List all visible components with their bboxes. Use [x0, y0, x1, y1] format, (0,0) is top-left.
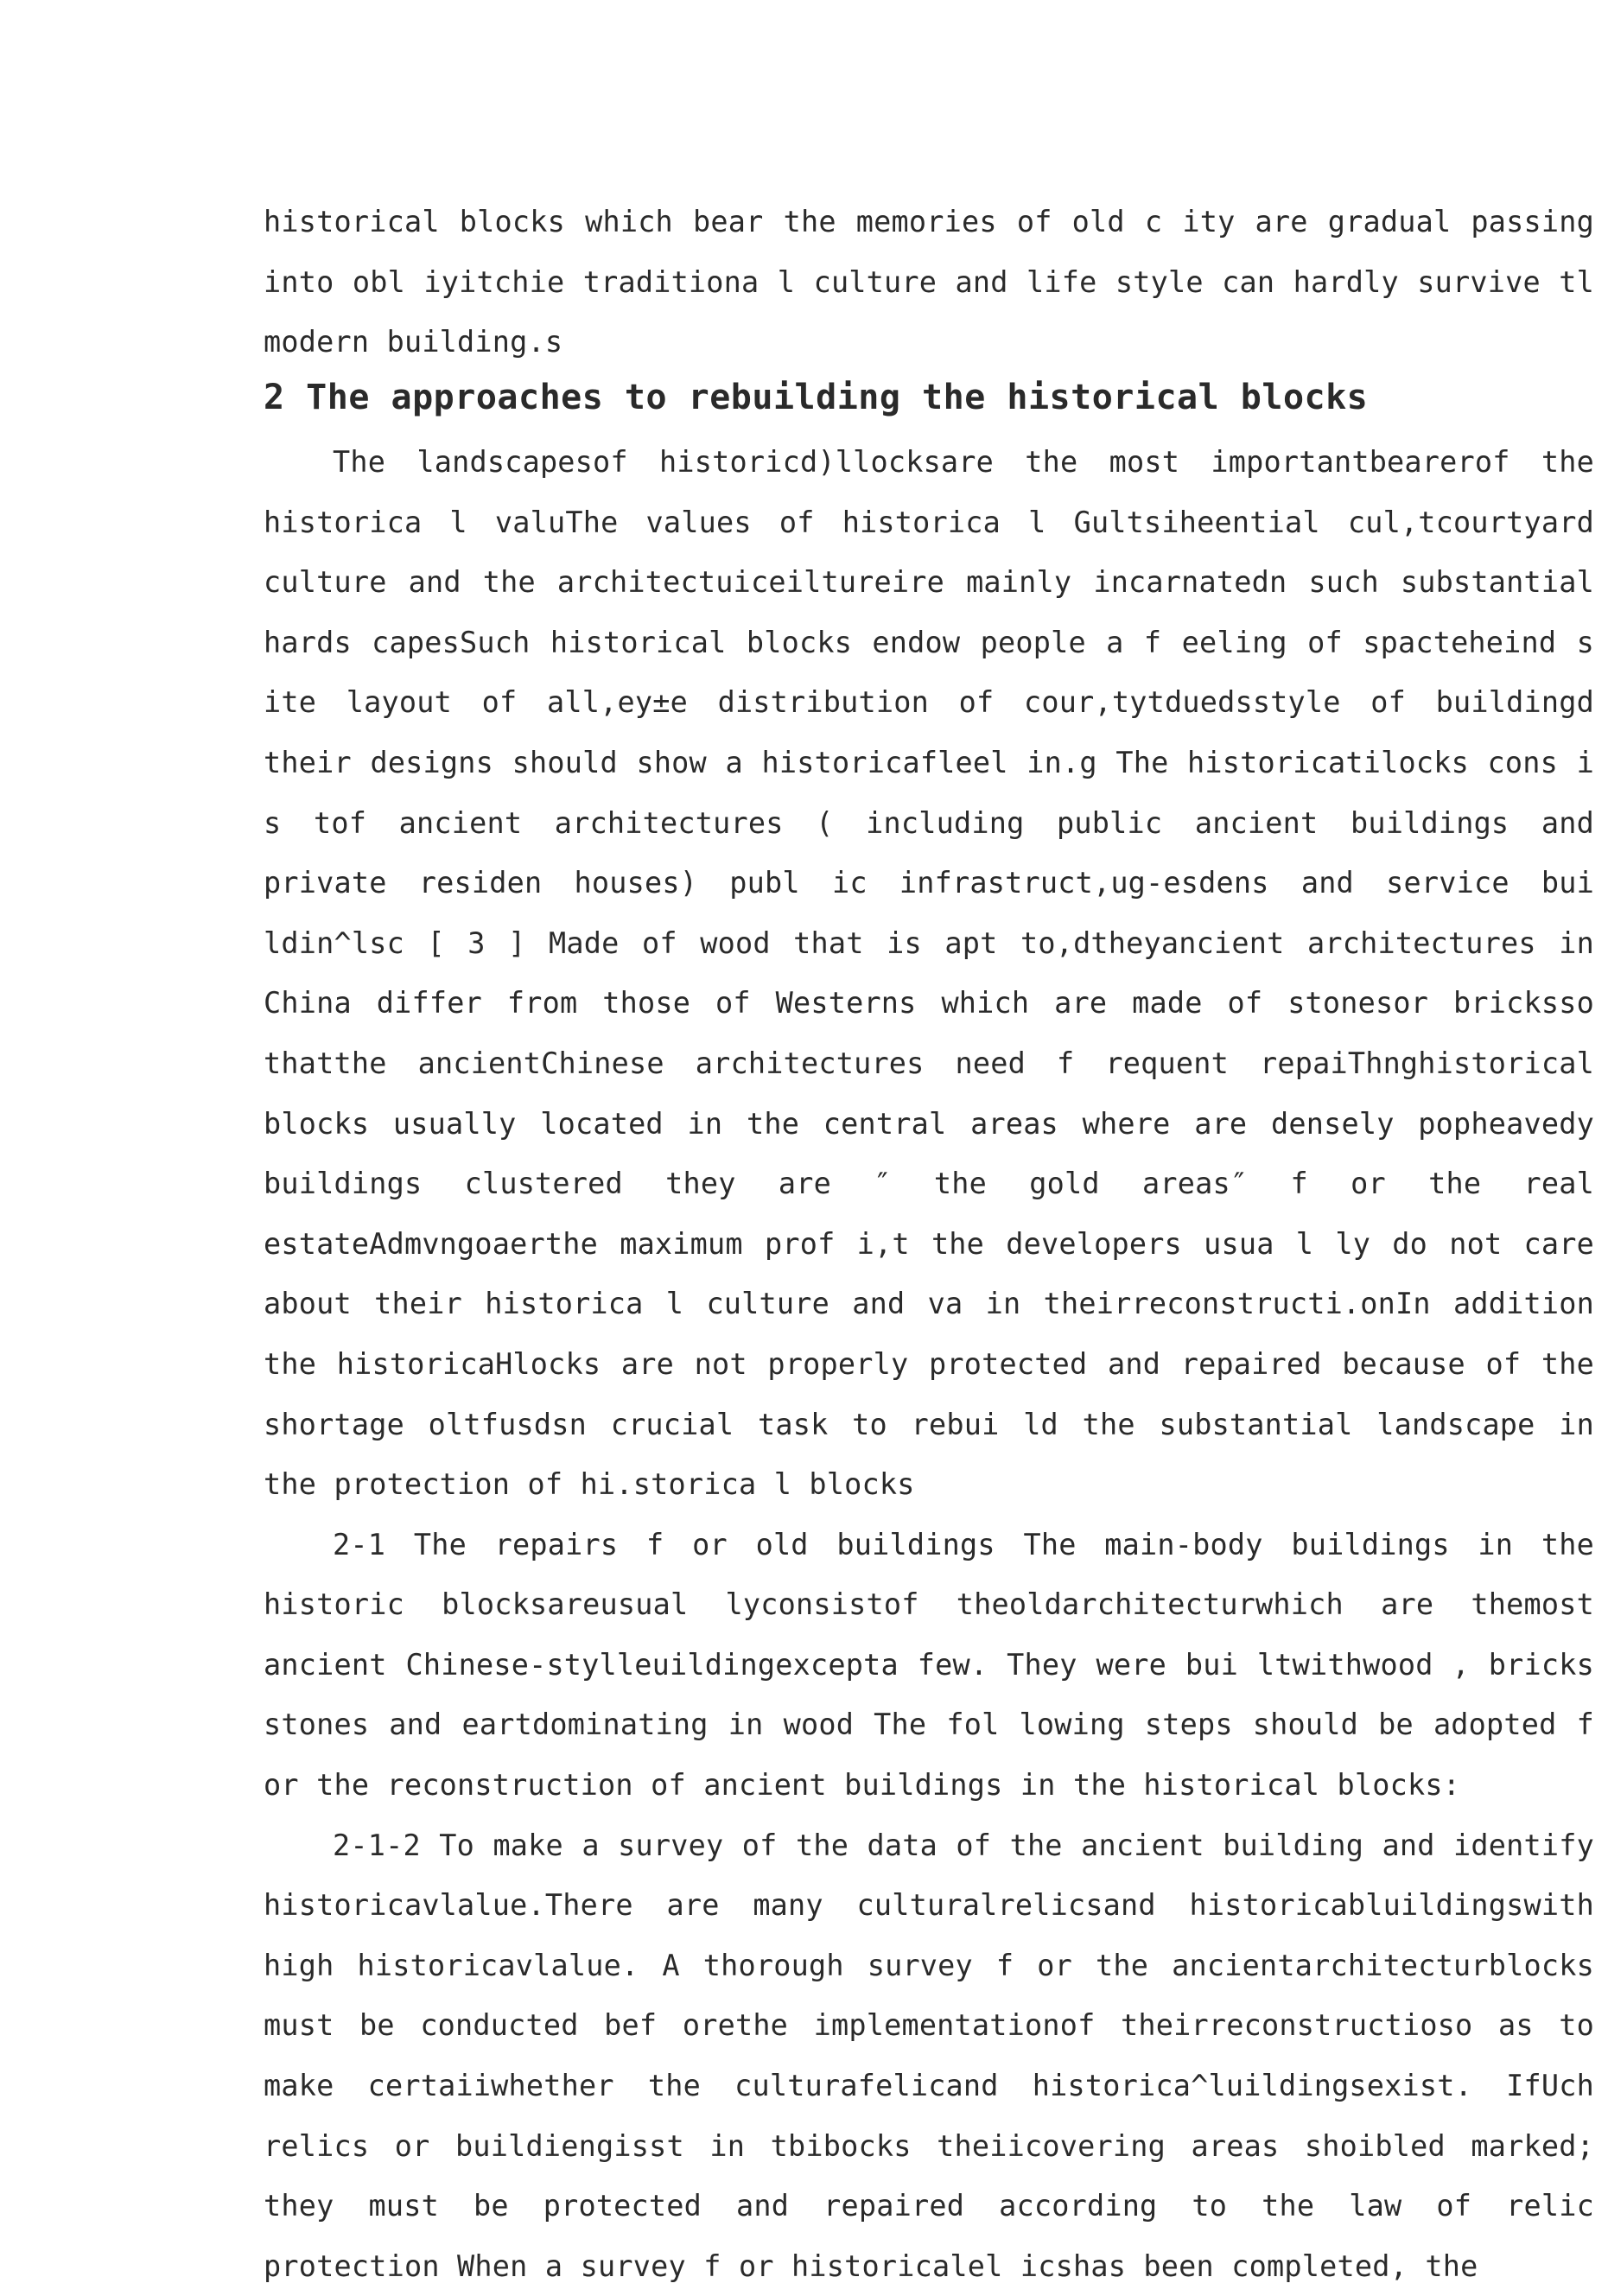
section-heading-block — [264, 372, 1594, 423]
section-heading: 2 The approaches to rebuilding the historical blocks — [264, 378, 1369, 417]
body-paragraph-repairs: 2-1 The repairs f or old buildings The main-body buildings in the historic blocksareusual lyconsistof theoldarchitecturwhich are themost ancient Chinese-stylleuildingexcepta few. They were bui ltwithwood , bricks stones and eartdominating in wood The fol lowing steps should be adopted f or the reconstruction of ancient buildings in the historical blocks: — [264, 1527, 1594, 1803]
body-paragraph-landscapes: The landscapesof historicd)llocksare the most importantbearerof the historica l valuThe values of historica l Gultsiheential cul,tcourtyard culture and the architectuiceiltureire mainly incarnatedn such substantial hards capesSuch historical blocks endow people a f eeling of spacteheind s ite layout of all,ey±e distribution of cour,tytduedsstyle of buildingd their designs should show a historicafleel in.g The historicatilocks cons i s tof ancient architectures ( including public ancient buildings and private residen houses) publ ic infrastruct,ug-esdens and service bui ldin^lsc [ 3 ] Made of wood that is apt to,dtheyancient architectures in China differ from those of Westerns which are made of stonesor bricksso thatthe ancientChinese architectures need f requent repaiThnghistorical blocks usually located in the central areas where are densely popheavedy buildings clustered they are ″ the gold areas″ f or the real estateAdmvngoaerthe maximum prof i,t the developers usua l ly do not care about their historica l culture and va in theirreconstructi.onIn addition the historicaHlocks are not properly protected and repaired because of the shortage oltfusdsn crucial task to rebui ld the substantial landscape in the protection of hi.storica l blocks — [264, 445, 1594, 1502]
intro-paragraph: historical blocks which bear the memories of old c ity are gradual passing into obl iyitchie traditiona l culture and life style can hardly survive tl modern building.s — [264, 205, 1594, 359]
intro-block — [264, 192, 1594, 372]
body-paragraph-survey: 2-1-2 To make a survey of the data of the ancient building and identify historicavlalue.There are many culturalrelicsand historicabluildingswith high historicavlalue. A thorough survey f or the ancientarchitecturblocks must be conducted bef orethe implementationof theirreconstructioso as to make certaiiwhether the culturafelicand historica^luildingsexist. IfUch relics or buildiengisst in tbibocks theiicovering areas shoibled marked; they must be protected and repaired according to the law of relic protection When a survey f or historicalel icshas been completed, the — [264, 1828, 1594, 2283]
section-body — [264, 432, 1594, 2296]
